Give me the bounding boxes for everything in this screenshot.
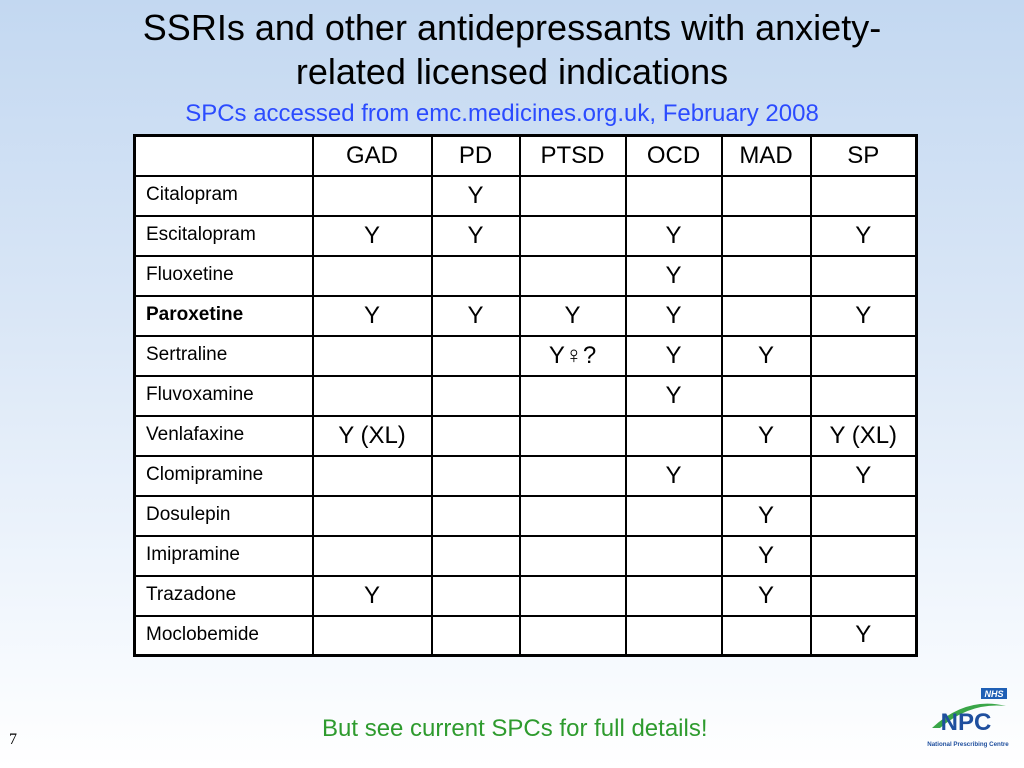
indication-cell: Y [811, 616, 917, 656]
indication-cell [432, 576, 520, 616]
header-gad: GAD [313, 136, 432, 176]
indication-cell [811, 256, 917, 296]
indication-cell: Y [626, 336, 722, 376]
header-ptsd: PTSD [520, 136, 626, 176]
indication-cell [722, 176, 811, 216]
indication-cell [313, 616, 432, 656]
indication-cell: Y [626, 456, 722, 496]
header-mad: MAD [722, 136, 811, 176]
indication-cell [811, 496, 917, 536]
indication-cell [520, 256, 626, 296]
drug-name-cell: Fluvoxamine [135, 376, 313, 416]
indication-cell [520, 416, 626, 456]
drug-name-cell: Paroxetine [135, 296, 313, 336]
indication-cell [520, 496, 626, 536]
indication-cell: Y (XL) [313, 416, 432, 456]
indication-cell [313, 176, 432, 216]
indication-cell: Y [626, 216, 722, 256]
indication-cell [313, 256, 432, 296]
indication-cell [432, 336, 520, 376]
table-header-row [135, 136, 917, 176]
table-row [135, 336, 917, 376]
indication-cell: Y (XL) [811, 416, 917, 456]
table-row [135, 616, 917, 656]
table-row [135, 456, 917, 496]
header-ocd: OCD [626, 136, 722, 176]
indication-cell: Y [811, 456, 917, 496]
table-row [135, 296, 917, 336]
indication-cell: Y [432, 216, 520, 256]
indication-cell [520, 456, 626, 496]
indication-cell [811, 176, 917, 216]
logo-caption: National Prescribing Centre [927, 741, 1009, 748]
table-row [135, 376, 917, 416]
nhs-badge-text: NHS [984, 689, 1004, 699]
indication-cell [520, 176, 626, 216]
indication-cell: Y [432, 296, 520, 336]
drug-name-cell: Clomipramine [135, 456, 313, 496]
indication-cell: Y [722, 416, 811, 456]
drug-name-cell: Trazadone [135, 576, 313, 616]
drug-name-cell: Venlafaxine [135, 416, 313, 456]
indication-cell: Y [722, 536, 811, 576]
indication-cell: Y [626, 376, 722, 416]
indication-cell: Y [626, 256, 722, 296]
indication-cell [811, 376, 917, 416]
indication-cell [313, 376, 432, 416]
indication-cell [626, 416, 722, 456]
table-body [135, 176, 917, 656]
footnote: But see current SPCs for full details! [322, 715, 708, 742]
indication-cell [626, 536, 722, 576]
npc-wordmark: NPC [940, 709, 992, 736]
indication-cell: Y♀? [520, 336, 626, 376]
indication-cell: Y [313, 576, 432, 616]
table-row [135, 176, 917, 216]
indication-cell: Y [626, 296, 722, 336]
indication-cell: Y [313, 216, 432, 256]
indication-cell [722, 256, 811, 296]
indication-cell: Y [722, 336, 811, 376]
npc-logo [926, 688, 1010, 750]
indication-cell [811, 336, 917, 376]
indication-cell [722, 616, 811, 656]
indication-cell [626, 576, 722, 616]
drug-name-cell: Imipramine [135, 536, 313, 576]
indication-cell [520, 376, 626, 416]
indication-cell [432, 536, 520, 576]
slide-subtitle: SPCs accessed from emc.medicines.org.uk, February 2008 [185, 100, 819, 127]
page-number: 7 [9, 731, 17, 748]
drug-name-cell: Sertraline [135, 336, 313, 376]
title-line-2: related licensed indications [295, 51, 729, 92]
indication-cell [313, 496, 432, 536]
indication-cell: Y [811, 296, 917, 336]
indication-cell [722, 456, 811, 496]
drug-name-cell: Dosulepin [135, 496, 313, 536]
table-row [135, 576, 917, 616]
indication-cell [626, 496, 722, 536]
indication-cell [520, 616, 626, 656]
drug-name-cell: Citalopram [135, 176, 313, 216]
indication-cell [432, 496, 520, 536]
header-pd: PD [432, 136, 520, 176]
indication-cell [811, 576, 917, 616]
table-row [135, 256, 917, 296]
indication-cell: Y [722, 576, 811, 616]
indication-cell [432, 256, 520, 296]
table-row [135, 416, 917, 456]
indication-cell [432, 376, 520, 416]
indication-cell [313, 456, 432, 496]
indication-cell [520, 576, 626, 616]
header-sp: SP [811, 136, 917, 176]
indication-cell: Y [520, 296, 626, 336]
indication-cell [432, 456, 520, 496]
drug-name-cell: Moclobemide [135, 616, 313, 656]
indication-cell [520, 536, 626, 576]
drug-name-cell: Escitalopram [135, 216, 313, 256]
title-line-1: SSRIs and other antidepressants with anxiety- [142, 7, 882, 48]
indication-cell [811, 536, 917, 576]
slide-title [0, 6, 1024, 94]
indication-cell [626, 176, 722, 216]
table-row [135, 496, 917, 536]
drug-name-cell: Fluoxetine [135, 256, 313, 296]
indication-cell [313, 336, 432, 376]
indication-cell [520, 216, 626, 256]
indication-cell [722, 376, 811, 416]
indication-cell [432, 416, 520, 456]
table-row [135, 536, 917, 576]
indication-cell [313, 536, 432, 576]
indications-table [133, 134, 918, 657]
indication-cell [626, 616, 722, 656]
indication-cell [722, 296, 811, 336]
indication-cell: Y [432, 176, 520, 216]
indication-cell [432, 616, 520, 656]
header-corner-cell [135, 136, 313, 176]
indication-cell [722, 216, 811, 256]
indication-cell: Y [722, 496, 811, 536]
indication-cell: Y [313, 296, 432, 336]
indication-cell: Y [811, 216, 917, 256]
table-row [135, 216, 917, 256]
